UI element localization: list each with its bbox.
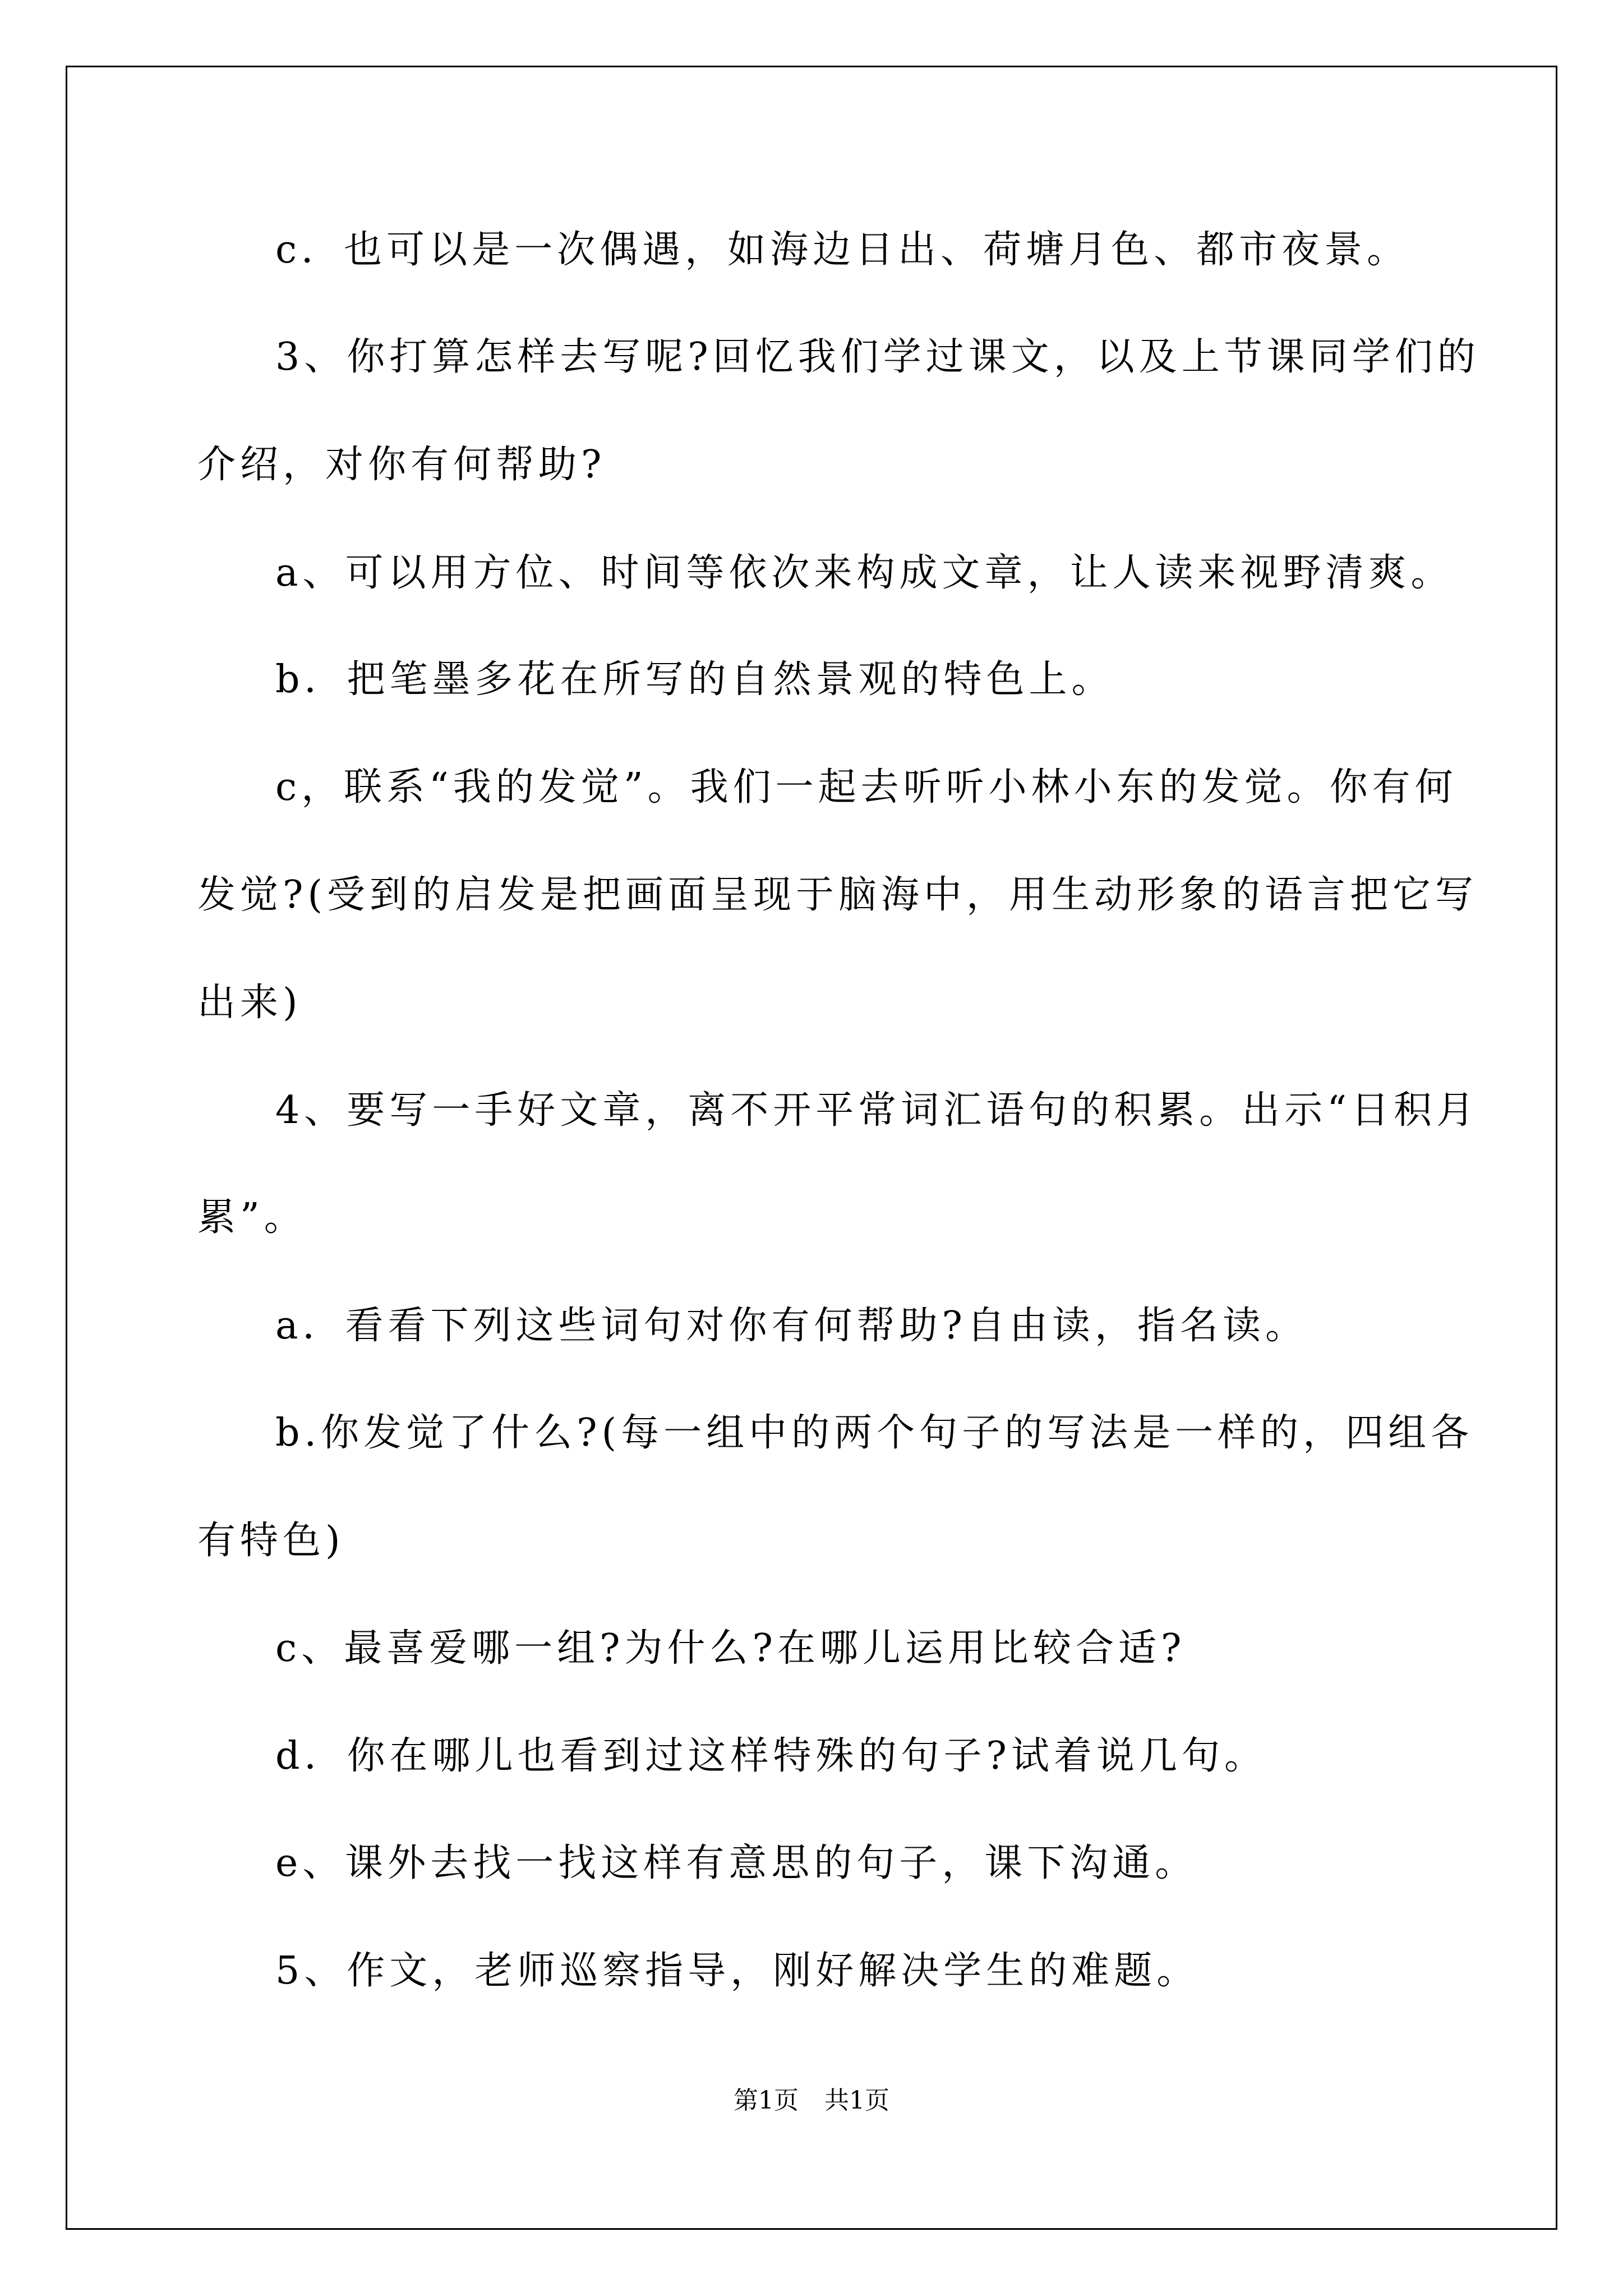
paragraph-line: d．你在哪儿也看到过这样特殊的句子?试着说几句。 xyxy=(275,1734,1267,1778)
paragraph-line: 5、作文，老师巡察指导，刚好解决学生的难题。 xyxy=(275,1949,1200,1993)
page-footer xyxy=(0,2088,1623,2113)
paragraph-line: 介绍，对你有何帮助? xyxy=(197,443,606,487)
page-number: 第1页 xyxy=(734,2086,799,2115)
paragraph-line: 出来) xyxy=(197,981,302,1025)
paragraph-line: c．也可以是一次偶遇，如海边日出、荷塘月色、都市夜景。 xyxy=(275,228,1410,272)
paragraph-line: a．看看下列这些词句对你有何帮助?自由读，指名读。 xyxy=(275,1304,1308,1348)
paragraph-line: 累”。 xyxy=(197,1195,307,1240)
paragraph-line: e、课外去找一找这样有意思的句子，课下沟通。 xyxy=(275,1841,1198,1885)
paragraph-line: b.你发觉了什么?(每一组中的两个句子的写法是一样的，四组各 xyxy=(275,1411,1474,1455)
page-total: 共1页 xyxy=(824,2086,889,2115)
paragraph-line: 4、要写一手好文章，离不开平常词汇语句的积累。出示“日积月 xyxy=(275,1088,1479,1133)
paragraph-line: c、最喜爱哪一组?为什么?在哪儿运用比较合适? xyxy=(275,1626,1186,1671)
paragraph-line: 3、你打算怎样去写呢?回忆我们学过课文，以及上节课同学们的 xyxy=(275,335,1480,379)
paragraph-line: 有特色) xyxy=(197,1519,345,1563)
paragraph-line: c，联系“我的发觉”。我们一起去听听小林小东的发觉。你有何 xyxy=(275,765,1458,809)
paragraph-line: a、可以用方位、时间等依次来构成文章，让人读来视野清爽。 xyxy=(275,551,1454,595)
paragraph-line: b．把笔墨多花在所写的自然景观的特色上。 xyxy=(275,657,1114,702)
page-border xyxy=(66,66,1557,2230)
paragraph-line: 发觉?(受到的启发是把画面呈现于脑海中，用生动形象的语言把它写 xyxy=(197,873,1478,917)
